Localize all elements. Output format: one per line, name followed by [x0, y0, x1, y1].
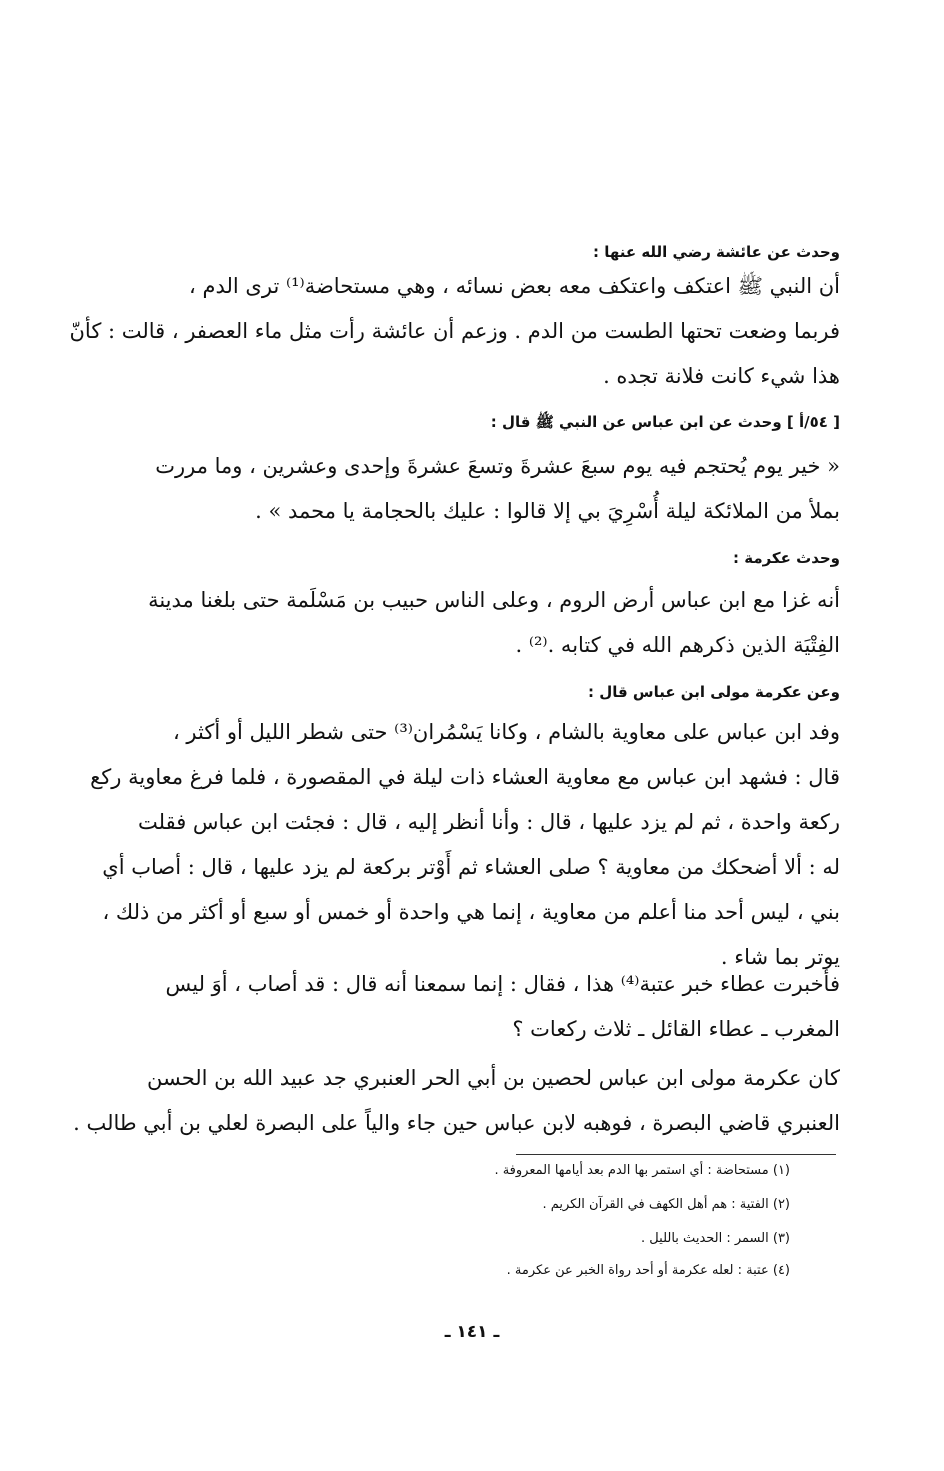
text-line: المغرب ـ عطاء القائل ـ ثلاث ركعات ؟ [512, 1017, 840, 1041]
text-line: بملأ من الملائكة ليلة أُسْرِيَ بي إلا قالوا : عليك بالحجامة يا محمد » . [255, 499, 840, 523]
text-line: يوتر بما شاء . [720, 945, 840, 969]
paragraph [73, 1056, 840, 1146]
paragraph [150, 578, 840, 668]
text-line: فربما وضعت تحتها الطست من الدم . وزعم أن عائشة رأت مثل ماء العصفر ، قالت : كأنّ [69, 319, 840, 343]
text-line: بني ، ليس أحد منا أعلم من معاوية ، إنما هي واحدة أو خمس أو سبع أو أكثر من ذلك ، [102, 900, 840, 924]
section-heading: وحدث عكرمة : [733, 549, 840, 567]
text-line: الفِتْيَة الذين ذكرهم الله في كتابه .⁽²⁾ . [515, 633, 840, 657]
text-line: وفد ابن عباس على معاوية بالشام ، وكانا يَسْمُران⁽³⁾ حتى شطر الليل أو أكثر ، [172, 720, 840, 744]
text-line: أن النبي ﷺ اعتكف واعتكف معه بعض نسائه ، وهي مستحاضة⁽¹⁾ ترى الدم ، [189, 274, 840, 298]
text-line: كان عكرمة مولى ابن عباس لحصين بن أبي الحر العنبري جد عبيد الله بن الحسن [146, 1066, 840, 1090]
text-line: ركعة واحدة ، ثم لم يزد عليها ، قال : وأنا أنظر إليه ، قال : فجئت ابن عباس فقلت [138, 810, 840, 834]
footnote: (٢) الفتية : هم أهل الكهف في القرآن الكريم . [542, 1197, 790, 1212]
text-line: قال : فشهد ابن عباس مع معاوية العشاء ذات ليلة في المقصورة ، فلما فرغ معاوية ركع [90, 765, 840, 789]
footnote: (٤) عتبة : لعله عكرمة أو أحد رواة الخبر عن عكرمة . [506, 1263, 790, 1278]
text-line: فأخبرت عطاء خبر عتبة⁽⁴⁾ هذا ، فقال : إنما سمعنا أنه قال : قد أصاب ، أوَ ليس [165, 972, 840, 996]
footnote: (١) مستحاضة : أي استمر بها الدم بعد أيامها المعروفة . [494, 1163, 790, 1178]
paragraph [150, 962, 840, 1052]
text-line: هذا شيء كانت فلانة تجده . [603, 364, 840, 388]
footnote-divider [516, 1154, 836, 1155]
text-line: العنبري قاضي البصرة ، فوهبه لابن عباس حين جاء والياً على البصرة لعلي بن أبي طالب . [73, 1111, 840, 1135]
page-number: ـ ١٤١ ـ [444, 1322, 500, 1342]
section-heading: وعن عكرمة مولى ابن عباس قال : [587, 683, 840, 701]
paragraph [150, 444, 840, 534]
paragraph [69, 264, 840, 399]
paragraph [90, 710, 840, 980]
section-heading: [ ٥٤/أ ] وحدث عن ابن عباس عن النبي ﷺ قال : [490, 413, 840, 431]
text-line: « خير يوم يُحتجم فيه يوم سبعَ عشرةَ وتسعَ عشرةَ وإحدى وعشرين ، وما مررت [155, 454, 840, 478]
text-line: له : ألا أضحكك من معاوية ؟ صلى العشاء ثم أَوْتر بركعة لم يزد عليها ، قال : أصاب أي [102, 855, 840, 879]
text-line: أنه غزا مع ابن عباس أرض الروم ، وعلى الناس حبيب بن مَسْلَمة حتى بلغنا مدينة [148, 588, 840, 612]
footnote: (٣) السمر : الحديث بالليل . [641, 1231, 790, 1246]
section-heading: وحدث عن عائشة رضي الله عنها : [592, 243, 840, 261]
